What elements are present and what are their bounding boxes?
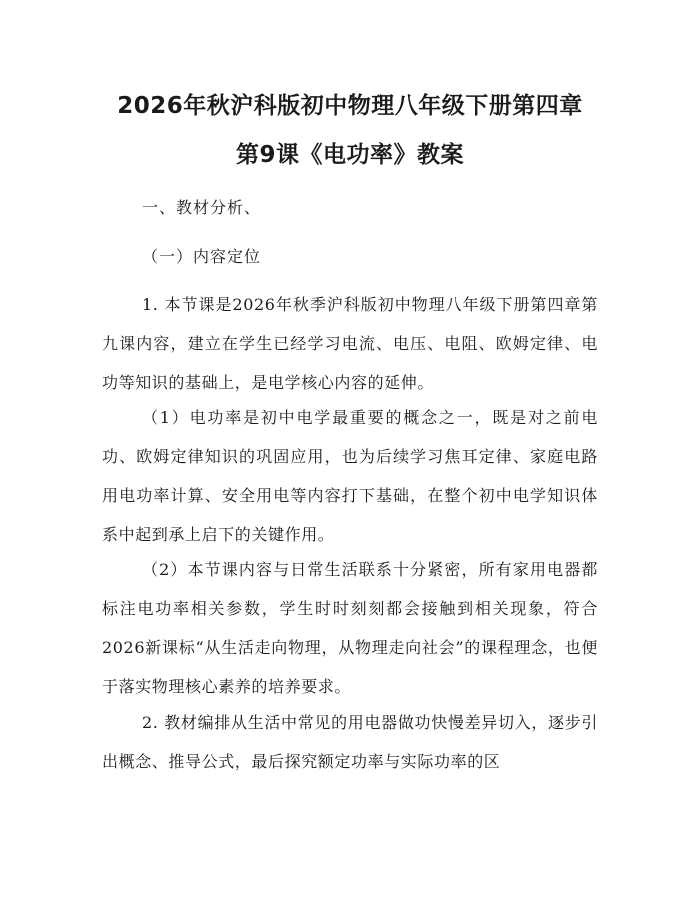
paragraph-3: （2）本节课内容与日常生活联系十分紧密，所有家用电器都标注电功率相关参数，学生时时刻刻都会接触到相关现象，符合2026新课标“从生活走向物理，从物理走向社会”的课程理念，也便于落实物理核心素养的培养要求。 bbox=[102, 560, 598, 696]
paragraph-4: 2. 教材编排从生活中常见的用电器做功快慢差异切入，逐步引出概念、推导公式，最后探究额定功率与实际功率的区 bbox=[102, 713, 598, 771]
subsection-heading: （一）内容定位 bbox=[142, 247, 262, 266]
document-title-line-2: 第9课《电功率》教案 bbox=[235, 142, 464, 168]
document-title-line-1: 2026年秋沪科版初中物理八年级下册第四章 bbox=[117, 93, 583, 119]
paragraph-2: （1）电功率是初中电学最重要的概念之一，既是对之前电功、欧姆定律知识的巩固应用，也为后续学习焦耳定律、家庭电路用电功率计算、安全用电等内容打下基础，在整个初中电学知识体系中起到承上启下的关键作用。 bbox=[102, 408, 598, 544]
section-heading: 一、教材分析、 bbox=[142, 198, 262, 217]
paragraph-1: 1. 本节课是2026年秋季沪科版初中物理八年级下册第四章第九课内容，建立在学生已经学习电流、电压、电阻、欧姆定律、电功等知识的基础上，是电学核心内容的延伸。 bbox=[102, 295, 598, 392]
